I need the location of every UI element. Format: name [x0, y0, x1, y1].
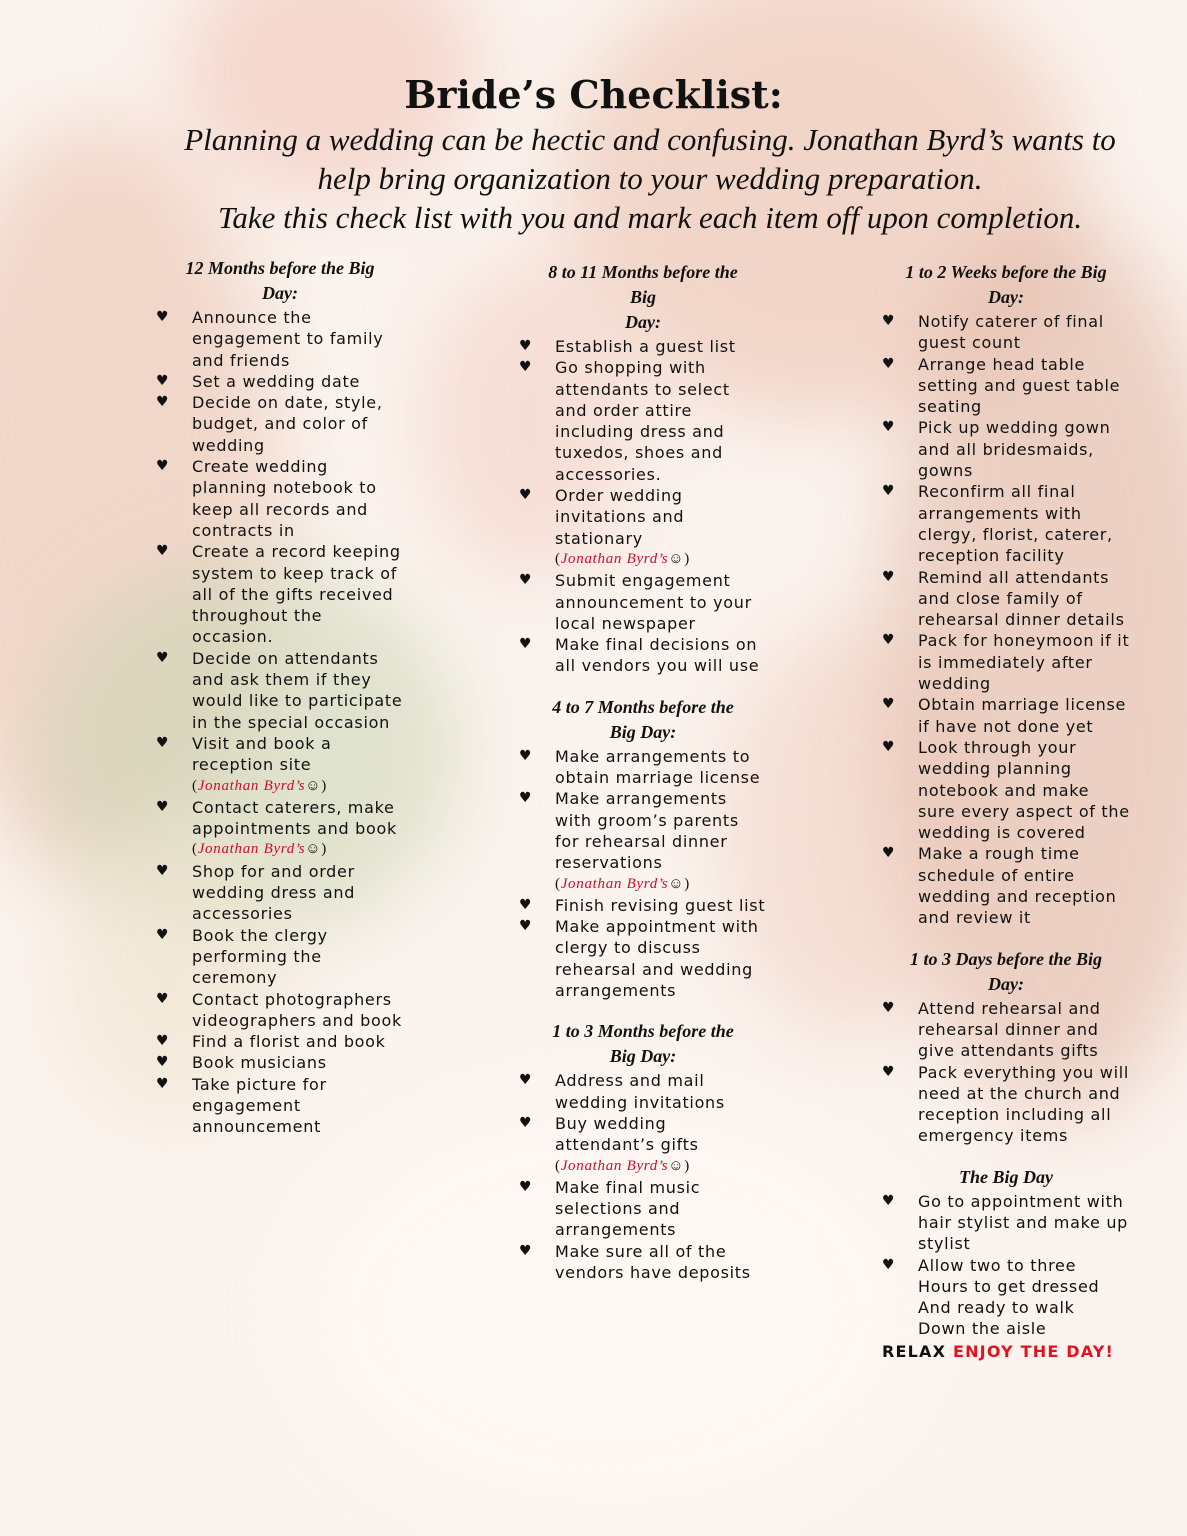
checklist-item-text: Make appointment with clergy to discuss rehearsal and wedding arrangements [555, 917, 759, 1001]
brand-name: Jonathan Byrd’s [560, 875, 669, 892]
heading-line: Day: [262, 283, 298, 303]
checklist-1-to-2-weeks [882, 311, 1130, 929]
checklist-item [156, 989, 404, 1032]
checklist-item-text: Make arrangements with groom’s parents for rehearsal dinner reservations [555, 789, 739, 873]
intro-line: help bring organization to your wedding preparation. [317, 161, 983, 196]
checklist-item-text: Book the clergy performing the ceremony [192, 925, 328, 988]
checklist-item [519, 357, 767, 485]
smiley-icon: ☺ [668, 1157, 685, 1174]
heart-bullet-icon: ♥ [156, 990, 170, 1007]
column-1 [156, 256, 404, 1138]
checklist-item-text: Announce the engagement to family and friends [192, 308, 384, 370]
section-heading-1-to-2-weeks [882, 260, 1116, 310]
checklist-item-text: Arrange head table setting and guest table seating [918, 354, 1121, 417]
brand-note: (Jonathan Byrd’s☺) [555, 875, 690, 892]
checklist-item-text: Pack for honeymoon if it is immediately after wedding [918, 631, 1130, 694]
checklist-item-text: Find a florist and book [192, 1032, 386, 1052]
heart-bullet-icon: ♥ [156, 543, 170, 560]
checklist-item-text: Shop for and order wedding dress and accessories [192, 861, 356, 924]
checklist-item-text: Obtain marriage license if have not done yet [918, 695, 1127, 736]
checklist-item [156, 1074, 404, 1138]
checklist-item-text: Finish revising guest list [555, 895, 766, 915]
section-heading-big-day [882, 1165, 1116, 1190]
checklist-item [156, 392, 404, 456]
closing-relax: RELAX [882, 1341, 947, 1361]
checklist-item-continuation: Down the aisle [918, 1319, 1047, 1339]
smiley-icon: ☺ [668, 875, 685, 892]
brand-name: Jonathan Byrd’s [560, 550, 669, 567]
brand-name: Jonathan Byrd’s [197, 777, 306, 794]
smiley-icon: ☺ [305, 777, 322, 794]
smiley-icon: ☺ [305, 841, 322, 858]
section-heading-1-to-3-months [519, 1019, 753, 1069]
brand-note: (Jonathan Byrd’s☺) [555, 550, 690, 567]
checklist-item-text: Make sure all of the vendors have deposits [555, 1241, 751, 1282]
checklist-item [519, 570, 767, 634]
checklist-item-text: Pick up wedding gown and all bridesmaids, gowns [918, 418, 1111, 481]
heading-line: 1 to 3 Months before the [552, 1021, 734, 1042]
heart-bullet-icon: ♥ [519, 359, 533, 376]
heart-bullet-icon: ♥ [156, 734, 170, 751]
heading-line: The Big Day [959, 1166, 1053, 1187]
closing-enjoy: ENJOY THE DAY! [952, 1341, 1115, 1361]
column-3 [882, 260, 1130, 1363]
heart-bullet-icon: ♥ [519, 747, 533, 764]
section-heading-12-months [156, 256, 390, 306]
heart-bullet-icon: ♥ [882, 483, 896, 500]
heart-bullet-icon: ♥ [882, 355, 896, 372]
brand-note: (Jonathan Byrd’s☺) [555, 1157, 690, 1174]
brand-name: Jonathan Byrd’s [560, 1157, 669, 1174]
heart-bullet-icon: ♥ [882, 999, 896, 1016]
checklist-item-text: Set a wedding date [192, 371, 360, 391]
checklist-item-text: Create a record keeping system to keep track of all of the gifts received throughout the occasion. [192, 542, 401, 647]
checklist-item-text: Decide on attendants and ask them if they would like to participate in the special occasion [192, 648, 403, 732]
heading-line: Big Day: [609, 721, 677, 742]
checklist-item-text: Notify caterer of final guest count [918, 312, 1104, 353]
checklist-12-months [156, 307, 404, 1138]
checklist-item-continuation: Hours to get dressed [918, 1276, 1100, 1296]
section-heading-4-to-7-months [519, 695, 753, 745]
checklist-item [519, 788, 767, 894]
heart-bullet-icon: ♥ [156, 926, 170, 943]
heading-line: Day: [988, 287, 1024, 307]
checklist-1-to-3-months [519, 1070, 767, 1283]
checklist-item [156, 307, 404, 371]
heading-line: Day: [988, 973, 1024, 994]
checklist-item [882, 481, 1130, 566]
checklist-item [882, 630, 1130, 694]
checklist-item [156, 797, 404, 861]
intro-text [150, 120, 1150, 237]
heading-line: 1 to 3 Days before the Big [910, 948, 1102, 969]
checklist-item-text: Make a rough time schedule of entire wedding and reception and review it [918, 844, 1117, 928]
heart-bullet-icon: ♥ [882, 419, 896, 436]
heart-bullet-icon: ♥ [519, 636, 533, 653]
heart-bullet-icon: ♥ [156, 1033, 170, 1050]
checklist-item-text: Take picture for engagement announcement [192, 1074, 327, 1137]
checklist-item-text: Visit and book a reception site [192, 733, 332, 775]
checklist-item [156, 1031, 404, 1052]
checklist-item-text: Book musicians [192, 1053, 327, 1073]
heart-bullet-icon: ♥ [519, 1114, 533, 1131]
brand-note: (Jonathan Byrd’s☺) [192, 841, 327, 858]
heading-line: Day: [625, 312, 661, 332]
checklist-item [156, 541, 404, 647]
checklist-item-text: Submit engagement announcement to your local newspaper [555, 571, 752, 633]
checklist-item-text: Contact caterers, make appointments and book [192, 797, 397, 839]
checklist-item [882, 998, 1130, 1062]
heart-bullet-icon: ♥ [519, 1072, 533, 1089]
checklist-item-text: Decide on date, style, budget, and color of wedding [192, 393, 383, 455]
checklist-item-text: Establish a guest list [555, 337, 736, 356]
heart-bullet-icon: ♥ [882, 313, 896, 329]
checklist-item [156, 861, 404, 925]
section-heading-1-to-3-days [882, 947, 1116, 997]
checklist-item [882, 1191, 1130, 1255]
heart-bullet-icon: ♥ [882, 696, 896, 713]
section-heading-8-to-11-months [519, 260, 753, 335]
checklist-item [519, 485, 767, 570]
heart-bullet-icon: ♥ [156, 649, 170, 666]
column-2 [519, 260, 767, 1283]
checklist-item [519, 336, 767, 357]
heart-bullet-icon: ♥ [156, 458, 170, 475]
checklist-item-continuation: And ready to walk [918, 1298, 1075, 1318]
checklist-item-text: Create wedding planning notebook to keep all records and contracts in [192, 457, 377, 540]
heart-bullet-icon: ♥ [156, 372, 170, 389]
intro-line: Planning a wedding can be hectic and confusing. Jonathan Byrd’s wants to [184, 122, 1116, 157]
checklist-item [882, 354, 1130, 418]
heart-bullet-icon: ♥ [156, 394, 170, 411]
checklist-item-text: Remind all attendants and close family of rehearsal dinner details [918, 567, 1125, 630]
heart-bullet-icon: ♥ [882, 1063, 896, 1080]
checklist-item [519, 1177, 767, 1241]
heart-bullet-icon: ♥ [519, 896, 533, 913]
heart-bullet-icon: ♥ [519, 572, 533, 589]
heart-bullet-icon: ♥ [156, 309, 170, 325]
heart-bullet-icon: ♥ [519, 338, 533, 354]
checklist-item [882, 843, 1130, 928]
heart-bullet-icon: ♥ [156, 798, 170, 815]
heart-bullet-icon: ♥ [156, 1054, 170, 1071]
checklist-item [519, 746, 767, 789]
checklist-item-text: Allow two to three [918, 1255, 1077, 1275]
heart-bullet-icon: ♥ [882, 845, 896, 862]
checklist-item-text: Make final decisions on all vendors you will use [555, 635, 760, 676]
heart-bullet-icon: ♥ [519, 918, 533, 935]
checklist-item-text: Buy wedding attendant’s gifts [555, 1113, 699, 1155]
checklist-item [156, 371, 404, 392]
smiley-icon: ☺ [668, 550, 685, 567]
heart-bullet-icon: ♥ [882, 1256, 896, 1273]
checklist-item [519, 1070, 767, 1113]
heart-bullet-icon: ♥ [519, 790, 533, 807]
checklist-item [519, 634, 767, 677]
checklist-item-text: Make final music selections and arrangements [555, 1177, 701, 1240]
heart-bullet-icon: ♥ [882, 632, 896, 649]
checklist-item-text: Go shopping with attendants to select and order attire including dress and tuxedos, shoes and accessories. [555, 358, 730, 484]
checklist-item-text: Reconfirm all final arrangements with clergy, florist, caterer, reception facility [918, 482, 1113, 566]
brand-note: (Jonathan Byrd’s☺) [192, 777, 327, 794]
closing-message [882, 1341, 1130, 1363]
checklist-item [519, 895, 767, 916]
checklist-item [519, 916, 767, 1001]
checklist-4-to-7-months [519, 746, 767, 1002]
heading-line: Big Day: [609, 1046, 677, 1067]
heart-bullet-icon: ♥ [882, 1192, 896, 1209]
checklist-item [882, 311, 1130, 354]
intro-line: Take this check list with you and mark each item off upon completion. [217, 200, 1083, 235]
checklist-8-to-11-months [519, 336, 767, 677]
checklist-item [519, 1241, 767, 1284]
page-title: Bride’s Checklist: [404, 72, 783, 117]
checklist-item [882, 694, 1130, 737]
checklist-item [519, 1113, 767, 1177]
checklist-item [882, 1255, 1130, 1340]
checklist-item-text: Look through your wedding planning notebook and make sure every aspect of the wedding is covered [918, 737, 1130, 843]
checklist-item [156, 456, 404, 541]
checklist-item [882, 417, 1130, 481]
checklist-item-text: Make arrangements to obtain marriage license [555, 746, 761, 788]
heading-line: 1 to 2 Weeks before the Big [905, 262, 1107, 282]
heart-bullet-icon: ♥ [519, 487, 533, 504]
heart-bullet-icon: ♥ [156, 1075, 170, 1092]
heart-bullet-icon: ♥ [882, 568, 896, 585]
checklist-big-day [882, 1191, 1130, 1340]
checklist-item-text: Go to appointment with hair stylist and make up stylist [918, 1191, 1129, 1254]
heart-bullet-icon: ♥ [519, 1178, 533, 1195]
checklist-1-to-3-days [882, 998, 1130, 1147]
checklist-item-text: Address and mail wedding invitations [555, 1071, 725, 1112]
checklist-item [882, 737, 1130, 843]
heart-bullet-icon: ♥ [519, 1242, 533, 1259]
heading-line: 8 to 11 Months before the Big [548, 262, 738, 307]
checklist-item-text: Contact photographers videographers and book [192, 989, 402, 1030]
checklist-item-text: Pack everything you will need at the church and reception including all emergency items [918, 1062, 1130, 1146]
checklist-item [882, 1062, 1130, 1147]
checklist-item [156, 925, 404, 989]
checklist-item [156, 1052, 404, 1073]
heading-line: 4 to 7 Months before the [552, 696, 734, 717]
checklist-item [156, 733, 404, 797]
checklist-item [156, 648, 404, 733]
checklist-item-text: Order wedding invitations and stationary [555, 486, 685, 548]
heart-bullet-icon: ♥ [156, 862, 170, 879]
brand-name: Jonathan Byrd’s [197, 841, 306, 858]
checklist-item [882, 567, 1130, 631]
heading-line: 12 Months before the Big [185, 258, 375, 278]
checklist-item-text: Attend rehearsal and rehearsal dinner and give attendants gifts [918, 998, 1101, 1061]
heart-bullet-icon: ♥ [882, 738, 896, 755]
